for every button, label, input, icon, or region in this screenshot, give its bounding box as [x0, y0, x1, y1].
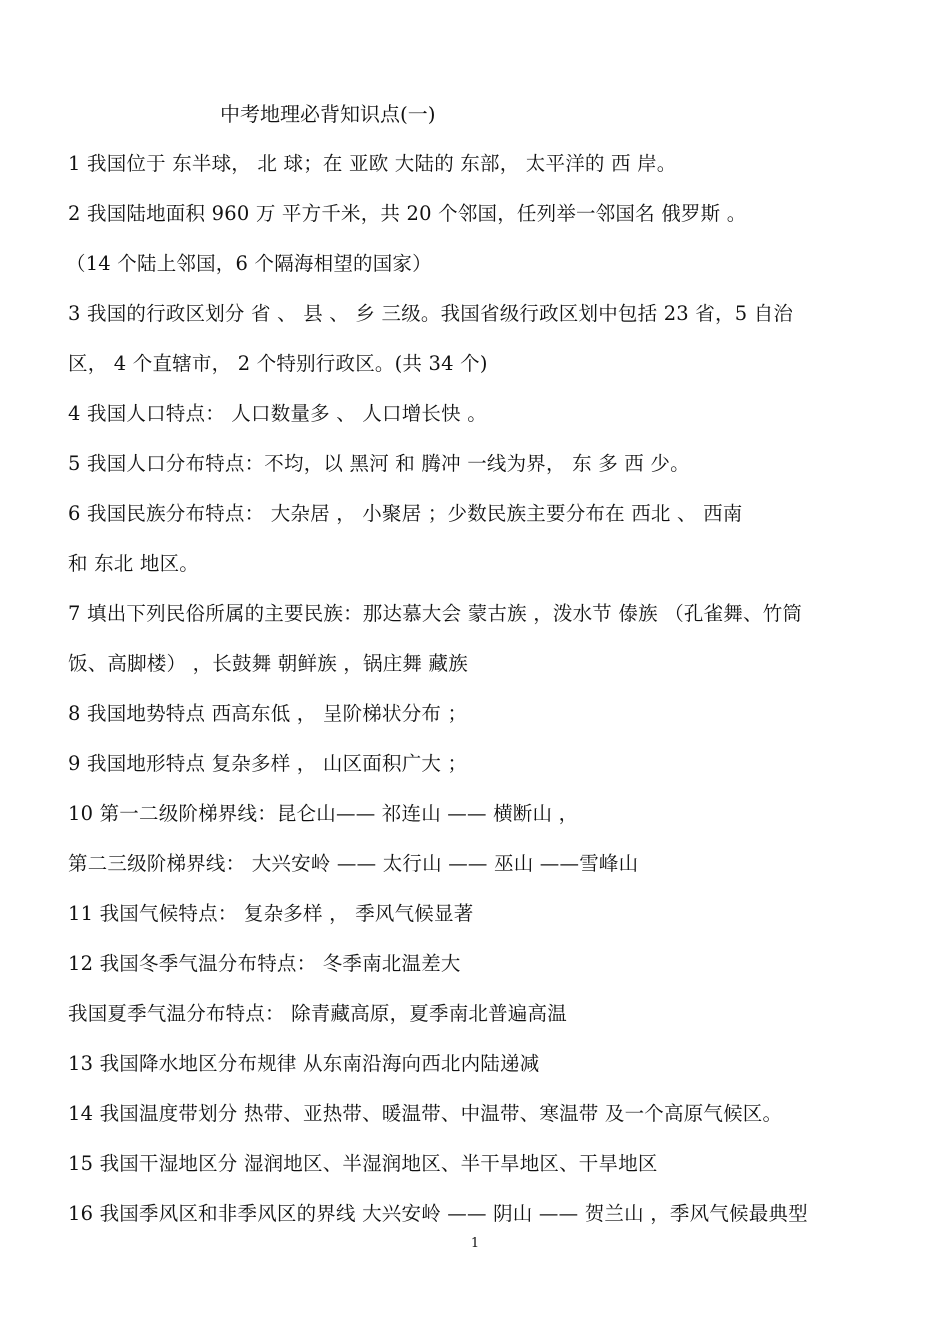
text-line-6: 6 我国民族分布特点： 大杂居 ， 小聚居 ；少数民族主要分布在 西北 、 西南: [68, 502, 743, 525]
text-line-2: 2 我国陆地面积 960 万 平方千米，共 20 个邻国，任列举一邻国名 俄罗斯 。: [68, 202, 747, 225]
document-title: 中考地理必背知识点(一): [220, 102, 436, 126]
text-line-7: 7 填出下列民俗所属的主要民族：那达慕大会 蒙古族 ，泼水节 傣族 （孔雀舞、竹筒: [68, 602, 803, 625]
page-number: 1: [470, 1236, 480, 1251]
text-line-4: 4 我国人口特点： 人口数量多 、 人口增长快 。: [68, 402, 487, 425]
text-line-1: 1 我国位于 东半球， 北 球；在 亚欧 大陆的 东部， 太平洋的 西 岸。: [68, 152, 677, 175]
text-line-7-cont: 饭、高脚楼） ，长鼓舞 朝鲜族 ，锅庄舞 藏族: [68, 652, 468, 675]
text-line-9: 9 我国地形特点 复杂多样 ， 山区面积广大 ；: [68, 752, 468, 775]
text-line-10-cont: 第二三级阶梯界线： 大兴安岭 —— 太行山 —— 巫山 ——雪峰山: [68, 852, 639, 875]
text-line-3-cont: 区， 4 个直辖市， 2 个特别行政区。(共 34 个): [68, 352, 488, 375]
text-line-15: 15 我国干湿地区分 湿润地区、半湿润地区、半干旱地区、干旱地区: [68, 1152, 658, 1175]
text-line-2-note: （14 个陆上邻国，6 个隔海相望的国家）: [66, 252, 432, 275]
text-line-13: 13 我国降水地区分布规律 从东南沿海向西北内陆递减: [68, 1052, 540, 1075]
text-line-16: 16 我国季风区和非季风区的界线 大兴安岭 —— 阴山 —— 贺兰山 ，季风气候最典型: [68, 1202, 808, 1225]
text-line-14: 14 我国温度带划分 热带、亚热带、暖温带、中温带、寒温带 及一个高原气候区。: [68, 1102, 783, 1125]
text-line-12: 12 我国冬季气温分布特点： 冬季南北温差大: [68, 952, 461, 975]
text-line-10: 10 第一二级阶梯界线：昆仑山—— 祁连山 —— 横断山 ，: [68, 802, 579, 825]
text-line-5: 5 我国人口分布特点：不均，以 黑河 和 腾冲 一线为界， 东 多 西 少。: [68, 452, 690, 475]
text-line-12-cont: 我国夏季气温分布特点： 除青藏高原，夏季南北普遍高温: [68, 1002, 567, 1025]
text-line-8: 8 我国地势特点 西高东低 ， 呈阶梯状分布 ；: [68, 702, 468, 725]
text-line-3: 3 我国的行政区划分 省 、 县 、 乡 三级。我国省级行政区划中包括 23 省，5 自治: [68, 302, 794, 325]
text-line-11: 11 我国气候特点： 复杂多样 ， 季风气候显著: [68, 902, 474, 925]
text-line-6-cont: 和 东北 地区。: [68, 552, 199, 575]
